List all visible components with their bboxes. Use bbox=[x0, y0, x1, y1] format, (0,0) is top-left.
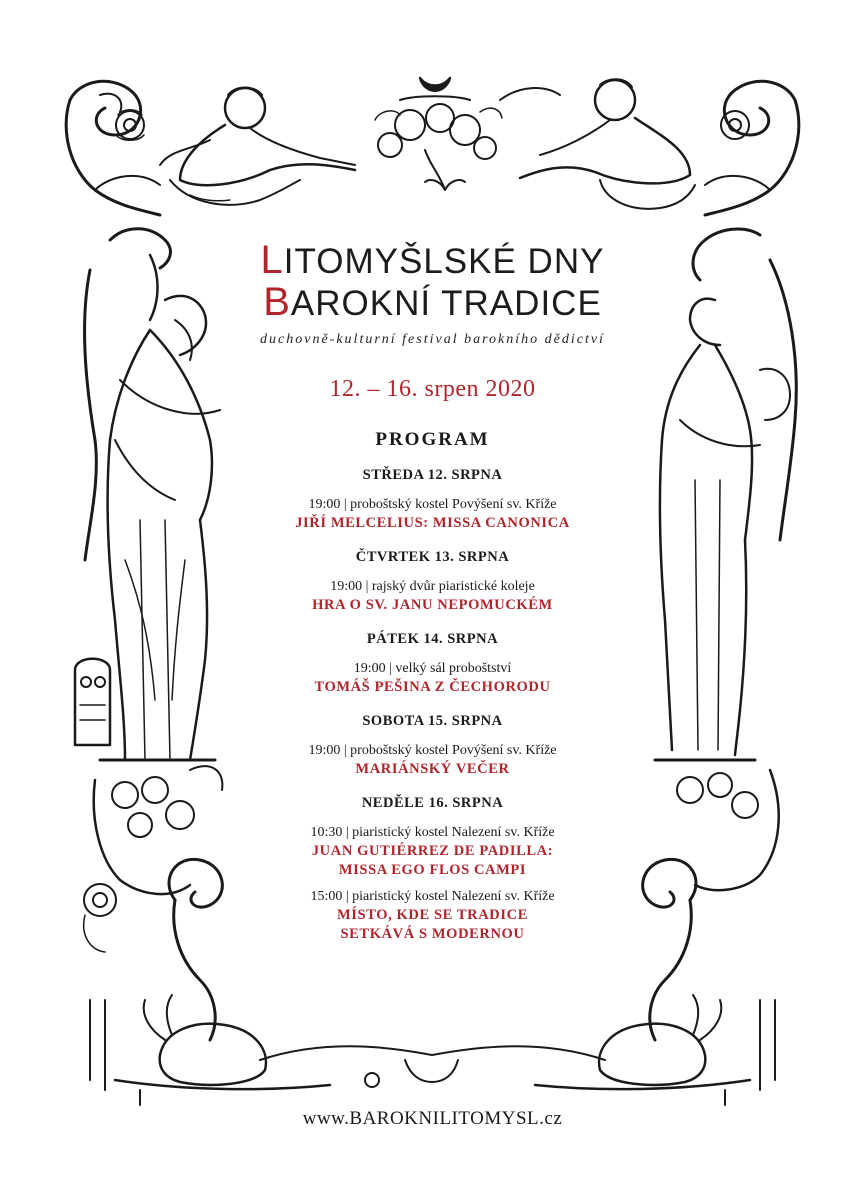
cherub-right-icon bbox=[500, 79, 695, 209]
title-line-1: ITOMYŠLSKÉ DNY bbox=[283, 242, 605, 281]
owl-icon bbox=[75, 659, 110, 745]
title-initial-l: L bbox=[260, 238, 284, 282]
day-block-friday bbox=[255, 631, 610, 697]
event-info: 19:00 | proboštský kostel Povýšení sv. Kříže bbox=[308, 497, 557, 512]
day-block-wednesday bbox=[255, 467, 610, 533]
hare-right-icon bbox=[535, 995, 775, 1090]
program-heading: PROGRAM bbox=[375, 429, 490, 450]
top-ornament bbox=[66, 78, 799, 215]
event-info: 19:00 | velký sál proboštství bbox=[353, 661, 512, 676]
day-block-thursday bbox=[255, 549, 610, 615]
event-info: 15:00 | piaristický kostel Nalezení sv. Kříže bbox=[310, 889, 555, 904]
festival-subtitle: duchovně-kulturní festival barokního dědictví bbox=[260, 332, 605, 347]
day-block-saturday bbox=[255, 713, 610, 779]
program-content bbox=[255, 240, 610, 944]
event-info: 19:00 | proboštský kostel Povýšení sv. Kříže bbox=[308, 743, 557, 758]
day-heading: PÁTEK 14. SRPNA bbox=[366, 631, 499, 647]
rose-icon bbox=[721, 111, 749, 139]
right-caryatid-figure-icon bbox=[655, 229, 796, 760]
event-title: HRA O SV. JANU NEPOMUCKÉM bbox=[312, 597, 553, 613]
event-info: 10:30 | piaristický kostel Nalezení sv. Kříže bbox=[310, 825, 555, 840]
fruit-garland-icon bbox=[94, 766, 223, 894]
event-item bbox=[255, 824, 610, 880]
festival-dates: 12. – 16. srpen 2020 bbox=[329, 376, 536, 402]
rose-icon bbox=[84, 884, 116, 952]
event-title: JUAN GUTIÉRREZ DE PADILLA: MISSA EGO FLOS CAMPI bbox=[311, 843, 554, 878]
title-initial-b: B bbox=[263, 280, 291, 324]
day-heading: ČTVRTEK 13. SRPNA bbox=[355, 549, 510, 565]
event-title: MÍSTO, KDE SE TRADICE SETKÁVÁ S MODERNOU bbox=[337, 907, 528, 942]
fruit-garland-icon bbox=[375, 104, 502, 190]
day-heading: NEDĚLE 16. SRPNA bbox=[361, 795, 504, 811]
event-title: JIŘÍ MELCELIUS: MISSA CANONICA bbox=[295, 515, 570, 531]
hare-left-icon bbox=[90, 995, 330, 1090]
day-heading: STŘEDA 12. SRPNA bbox=[362, 467, 503, 483]
rose-icon bbox=[116, 110, 144, 141]
moon-ornament-icon bbox=[400, 78, 470, 100]
event-title: MARIÁNSKÝ VEČER bbox=[355, 761, 510, 777]
event-title: TOMÁŠ PEŠINA Z ČECHORODU bbox=[314, 679, 551, 695]
event-info: 19:00 | rajský dvůr piaristické koleje bbox=[330, 579, 535, 594]
event-item bbox=[255, 742, 610, 779]
day-block-sunday bbox=[255, 795, 610, 944]
cherub-left-icon bbox=[160, 88, 355, 205]
day-heading: SOBOTA 15. SRPNA bbox=[362, 713, 503, 729]
event-item bbox=[255, 888, 610, 944]
event-item bbox=[255, 496, 610, 533]
title-line-2: AROKNÍ TRADICE bbox=[290, 284, 602, 323]
event-item bbox=[255, 578, 610, 615]
festival-title bbox=[255, 240, 610, 324]
event-item bbox=[255, 660, 610, 697]
website-link[interactable]: www.BAROKNILITOMYSL.cz bbox=[302, 1108, 563, 1129]
